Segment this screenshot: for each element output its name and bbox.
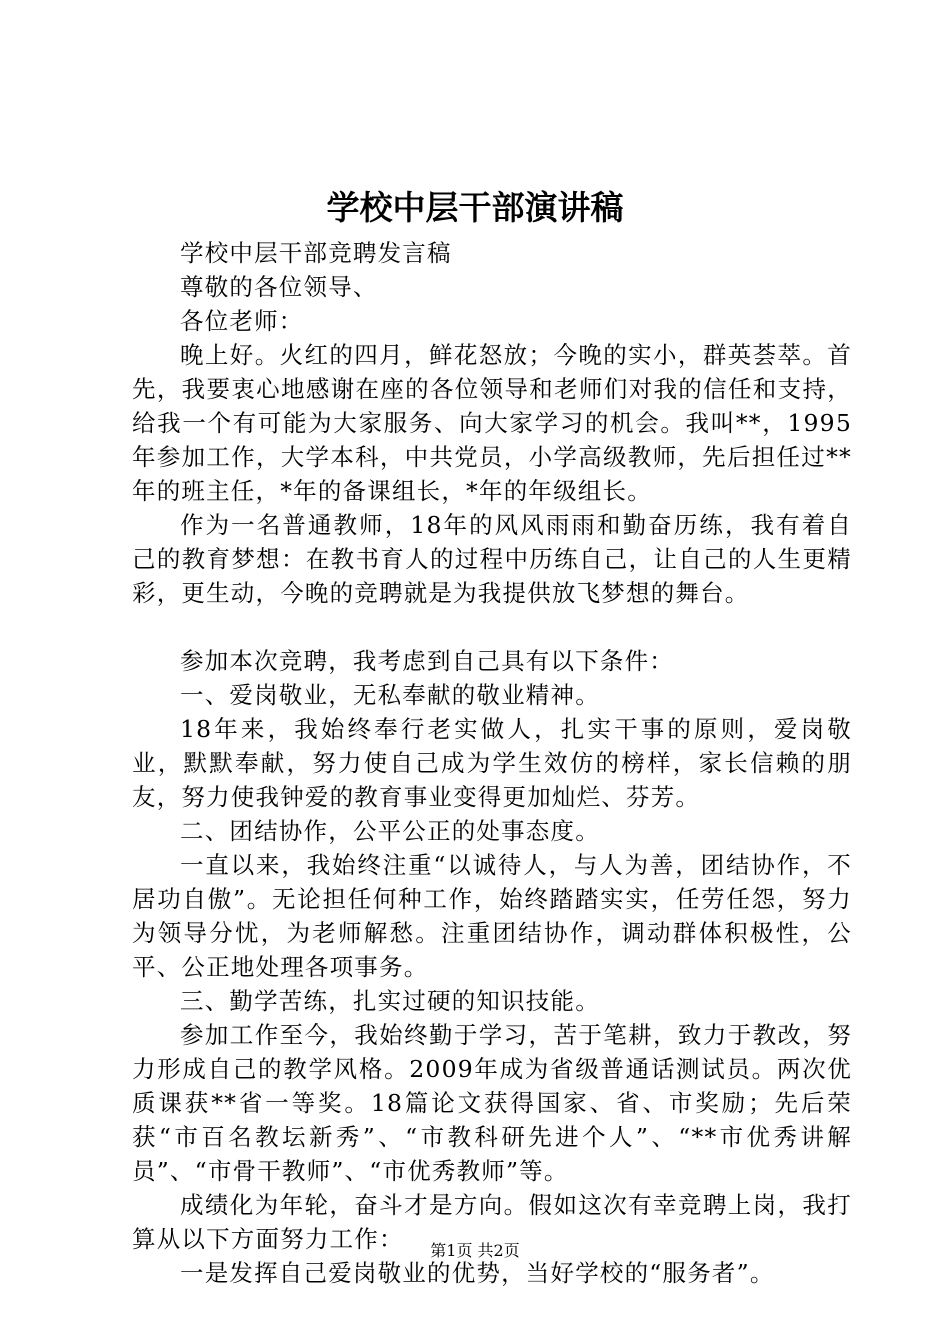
heading-condition-1: 一、爱岗敬业，无私奉献的敬业精神。 <box>180 681 600 709</box>
paragraph-plan-intro: 成绩化为年轮，奋斗才是方向。假如这次有幸竞聘上岗，我打算从以下方面努力工作： <box>132 1191 852 1253</box>
heading-condition-2: 二、团结协作，公平公正的处事态度。 <box>180 817 600 845</box>
document-body <box>132 236 852 1290</box>
salutation-leaders: 尊敬的各位领导、 <box>180 273 378 301</box>
paragraph-condition-2: 一直以来，我始终注重“以诚待人，与人为善，团结协作，不居功自傲”。无论担任何种工作，始终踏踏实实，任劳任怨，努力为领导分忧，为老师解愁。注重团结协作，调动群体积极性，公平、公正地处理各项事务。 <box>132 851 852 981</box>
document-title: 学校中层干部演讲稿 <box>326 188 624 227</box>
paragraph-plan-1: 一是发挥自己爱岗敬业的优势，当好学校的“服务者”。 <box>180 1259 775 1287</box>
page-number: 第1页 共2页 <box>430 1241 520 1260</box>
paragraph-dream: 作为一名普通教师，18年的风风雨雨和勤奋历练，我有着自己的教育梦想：在教书育人的过程中历练自己，让自己的人生更精彩，更生动，今晚的竞聘就是为我提供放飞梦想的舞台。 <box>132 511 852 607</box>
paragraph-greeting: 晚上好。火红的四月，鲜花怒放；今晚的实小，群英荟萃。首先，我要衷心地感谢在座的各位领导和老师们对我的信任和支持，给我一个有可能为大家服务、向大家学习的机会。我叫**，1995年参加工作，大学本科，中共党员，小学高级教师，先后担任过**年的班主任，*年的备课组长，*年的年级组长。 <box>132 341 852 505</box>
paragraph-condition-3: 参加工作至今，我始终勤于学习，苦于笔耕，致力于教改，努力形成自己的教学风格。2009年成为省级普通话测试员。两次优质课获**省一等奖。18篇论文获得国家、省、市奖励；先后荣获“市百名教坛新秀”、“市教科研先进个人”、“**市优秀讲解员”、“市骨干教师”、“市优秀教师”等。 <box>132 1021 852 1185</box>
speech-subtitle: 学校中层干部竞聘发言稿 <box>180 239 452 267</box>
paragraph-condition-1: 18年来，我始终奉行老实做人，扎实干事的原则，爱岗敬业，默默奉献，努力使自己成为学生效仿的榜样，家长信赖的朋友，努力使我钟爱的教育事业变得更加灿烂、芬芳。 <box>132 715 852 811</box>
salutation-teachers: 各位老师： <box>180 307 304 335</box>
paragraph-conditions-intro: 参加本次竞聘，我考虑到自己具有以下条件： <box>180 647 674 675</box>
heading-condition-3: 三、勤学苦练，扎实过硬的知识技能。 <box>180 987 600 1015</box>
